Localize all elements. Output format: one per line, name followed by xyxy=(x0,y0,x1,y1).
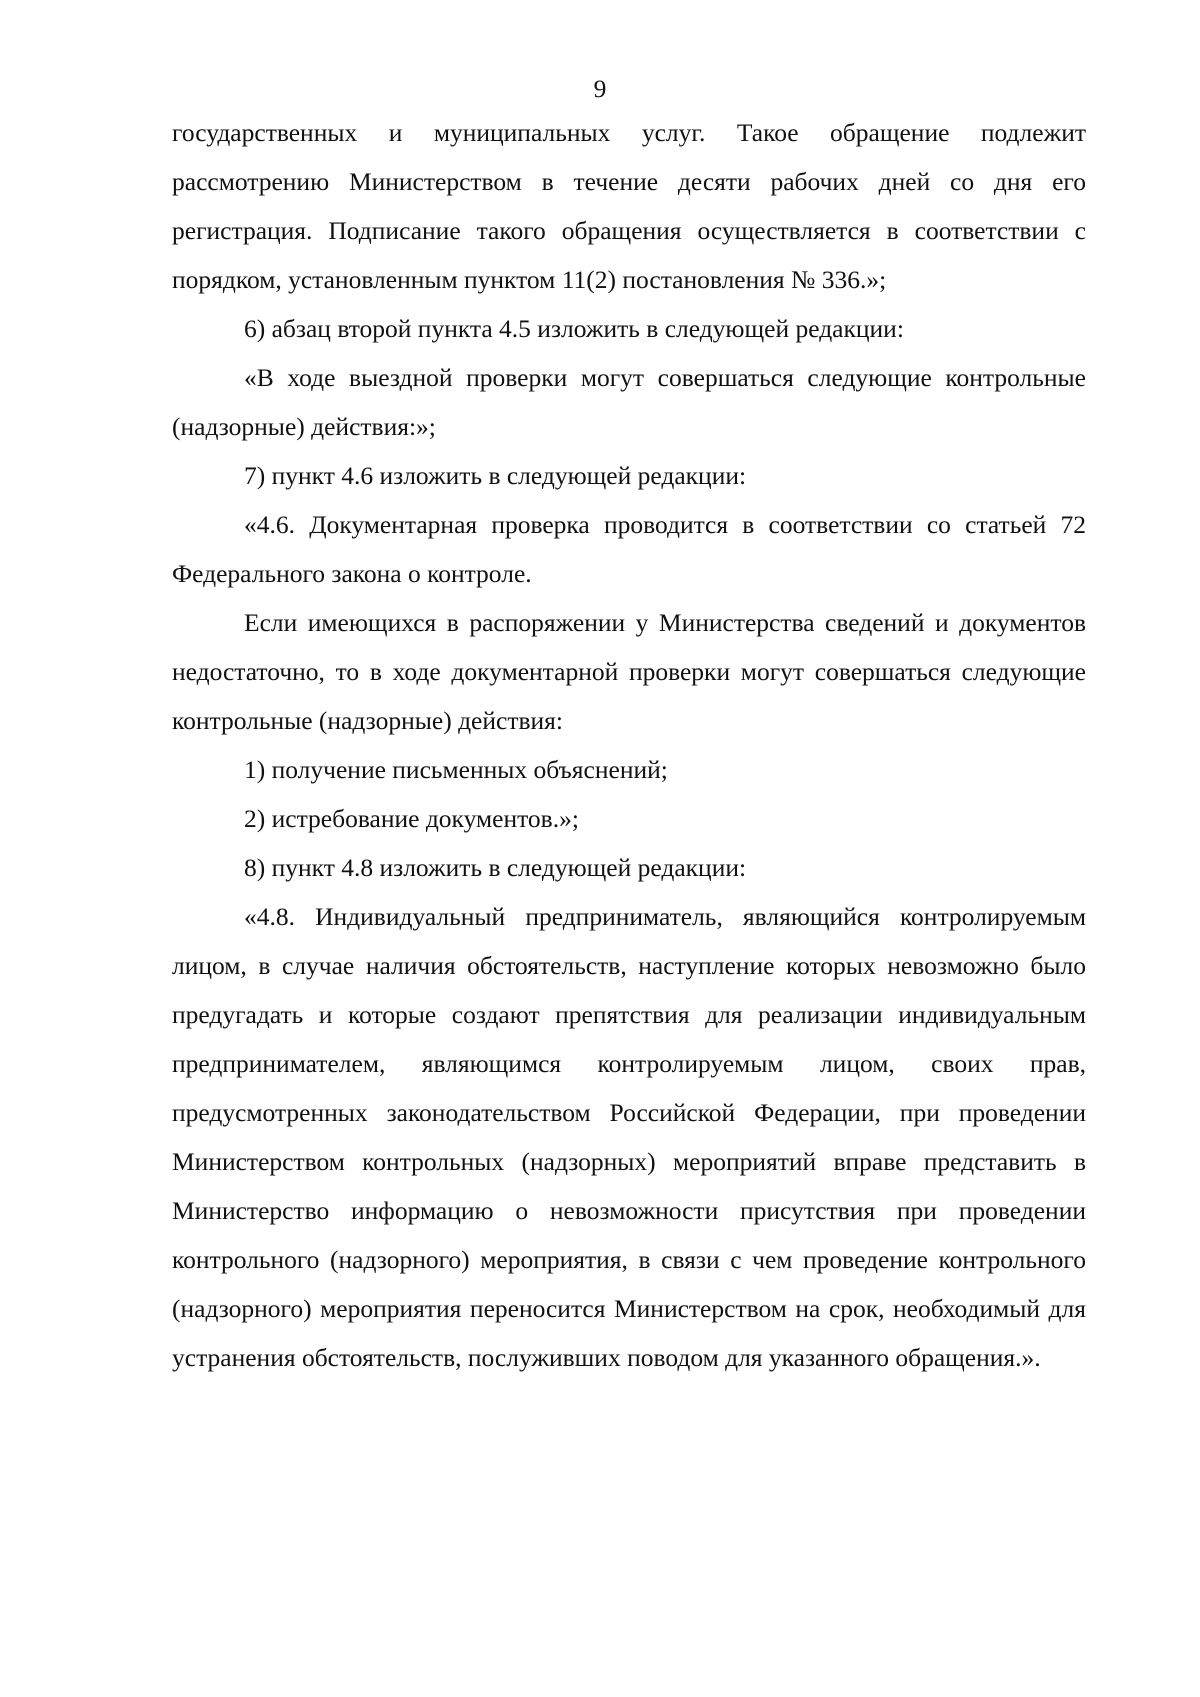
paragraph-item-6: 6) абзац второй пункта 4.5 изложить в следующей редакции: xyxy=(244,314,904,343)
paragraph-quote-4-8: «4.8. Индивидуальный предприниматель, являющийся контролируемым лицом, в случае наличия обстоятельств, наступление которых невозможно было предугадать и которые создают препятствия для реализации индивидуальным предпринимателем, являющимся контролируемым лицом, своих прав, предусмотренных законодательством Российской Федерации, при проведении Министерством контрольных (надзорных) мероприятий вправе представить в Министерство информацию о невозможности присутствия при проведении контрольного (надзорного) мероприятия, в связи с чем проведение контрольного (надзорного) мероприятия переносится Министерством на срок, необходимый для устранения обстоятельств, послуживших поводом для указанного обращения.». xyxy=(172,902,1086,1372)
page-number: 9 xyxy=(593,74,607,103)
paragraph-quote-4-6: «4.6. Документарная проверка проводится в соответствии со статьей 72 Федерального закона о контроле. xyxy=(172,510,1086,588)
paragraph-item-8: 8) пункт 4.8 изложить в следующей редакции: xyxy=(244,853,747,882)
paragraph-continuation: государственных и муниципальных услуг. Такое обращение подлежит рассмотрению Министерством в течение десяти рабочих дней со дня его регистрация. Подписание такого обращения осуществляется в соответствии с порядком, установленным пунктом 11(2) постановления № 336.»; xyxy=(172,118,1086,294)
paragraph-item-7: 7) пункт 4.6 изложить в следующей редакции: xyxy=(244,461,747,490)
paragraph-documents-insufficient: Если имеющихся в распоряжении у Министерства сведений и документов недостаточно, то в ходе документарной проверки могут совершаться следующие контрольные (надзорные) действия: xyxy=(172,608,1086,735)
paragraph-list-item-1: 1) получение письменных объяснений; xyxy=(244,755,668,784)
document-body xyxy=(172,108,1086,1382)
paragraph-list-item-2: 2) истребование документов.»; xyxy=(244,804,579,833)
paragraph-quote-4-5: «В ходе выездной проверки могут совершаться следующие контрольные (надзорные) действия:»; xyxy=(172,363,1086,441)
